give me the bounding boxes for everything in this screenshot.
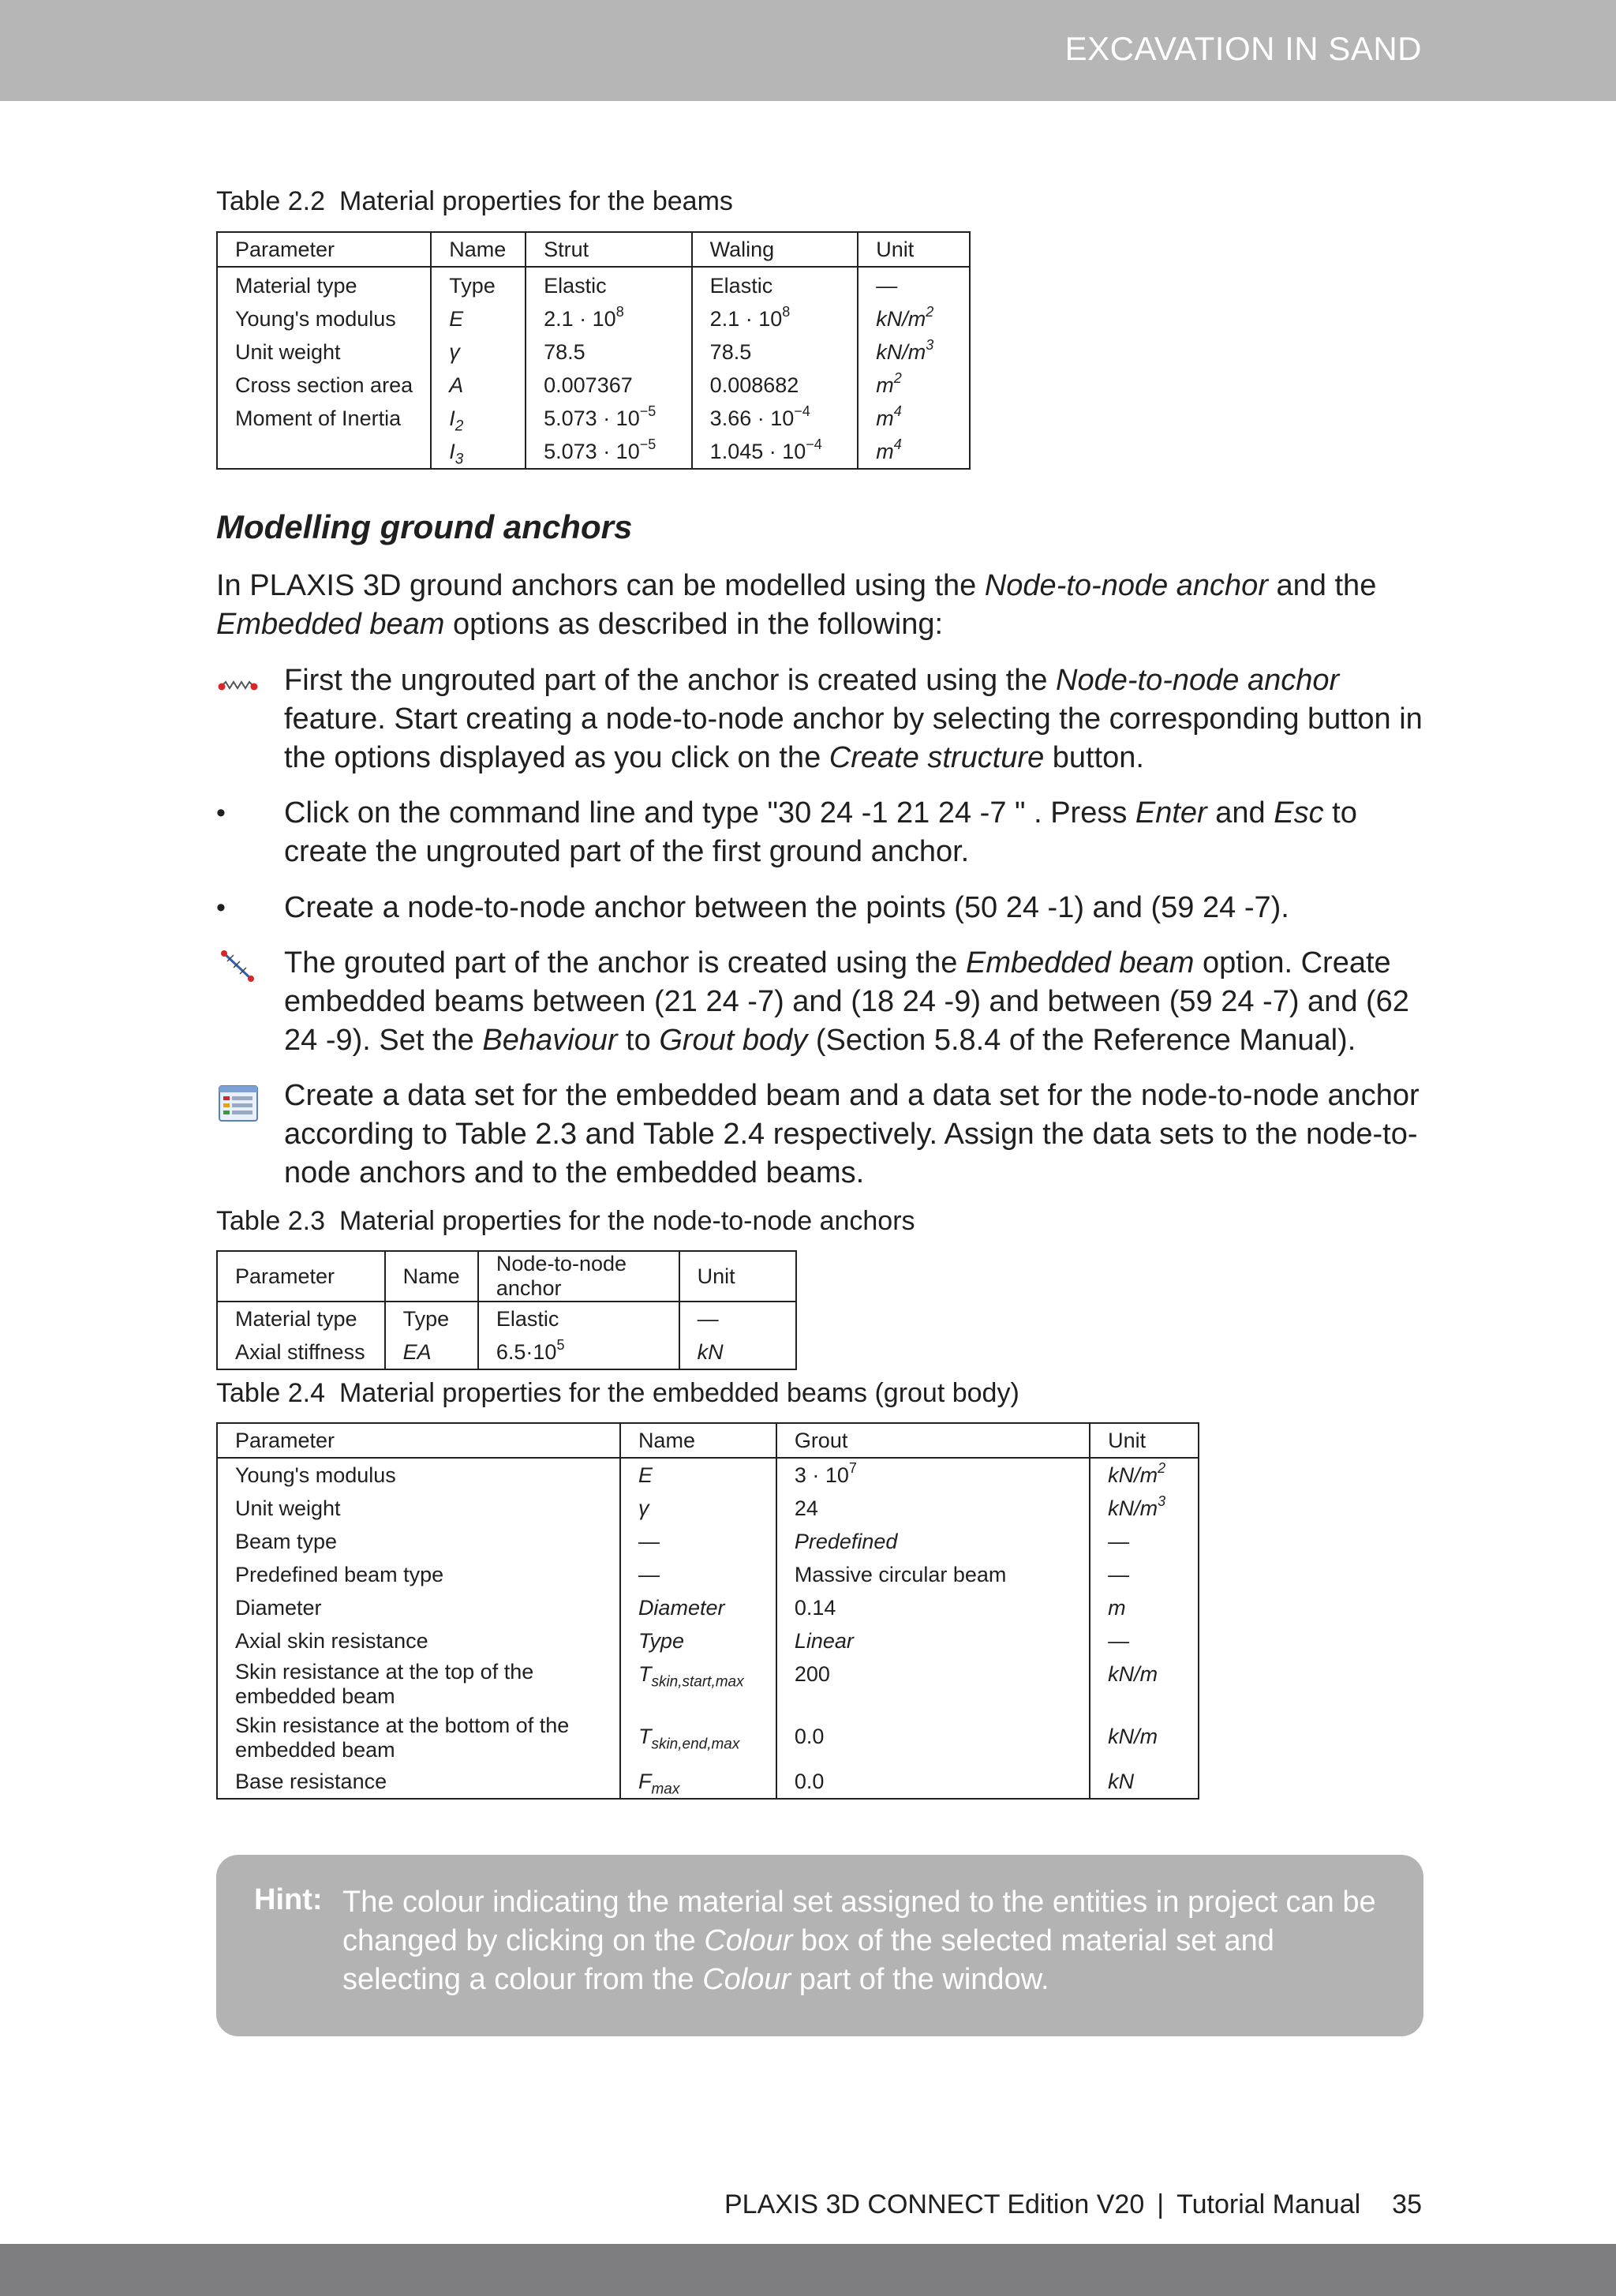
column-header: Node-to-node anchor bbox=[478, 1251, 679, 1302]
name-cell: $F_{max}$ bbox=[620, 1765, 776, 1799]
parameter-cell: Base resistance bbox=[217, 1765, 620, 1799]
value-cell: $3 \cdot 10^7$ bbox=[776, 1458, 1090, 1492]
table-header-row bbox=[217, 1251, 796, 1302]
value-cell: 0.14 bbox=[776, 1591, 1090, 1624]
value-cell: Linear bbox=[776, 1624, 1090, 1657]
value-cell: Elastic bbox=[478, 1302, 679, 1335]
table-2-2-caption bbox=[216, 186, 733, 217]
unit-cell: — bbox=[858, 267, 970, 302]
hint-text: The colour indicating the material set assigned to the entities in project can be changed by clicking on the Colour box of the selected material set and selecting a colour from the Colour part of the window. bbox=[342, 1886, 1376, 1996]
node-to-node-anchor-icon bbox=[216, 663, 260, 707]
column-header: Parameter bbox=[217, 232, 431, 267]
hint-box bbox=[216, 1855, 1423, 2036]
parameter-cell: Young's modulus bbox=[217, 302, 431, 335]
parameter-cell: Predefined beam type bbox=[217, 1558, 620, 1591]
table-number: Table 2.2 bbox=[216, 186, 325, 216]
name-cell: Diameter bbox=[620, 1591, 776, 1624]
name-cell: $T_{skin,end,max}$ bbox=[620, 1711, 776, 1765]
unit-cell: kN bbox=[1090, 1765, 1199, 1799]
name-cell: γ bbox=[620, 1492, 776, 1525]
parameter-cell: Unit weight bbox=[217, 335, 431, 369]
table-row bbox=[217, 1624, 1199, 1657]
strut-cell: Elastic bbox=[526, 267, 692, 302]
caption-text: Material properties for the embedded beams (grout body) bbox=[339, 1378, 1019, 1408]
parameter-cell: Axial skin resistance bbox=[217, 1624, 620, 1657]
unit-cell: m bbox=[1090, 1591, 1199, 1624]
unit-cell: $kN/m^2$ bbox=[858, 302, 970, 335]
table-row bbox=[217, 335, 970, 369]
waling-cell: $1.045 \cdot 10^{-4}$ bbox=[692, 435, 858, 469]
column-header: Waling bbox=[692, 232, 858, 267]
column-header: Unit bbox=[679, 1251, 796, 1302]
table-row bbox=[217, 369, 970, 402]
unit-cell: kN/m bbox=[1090, 1657, 1199, 1711]
unit-cell: $m^4$ bbox=[858, 402, 970, 435]
table-header-row bbox=[217, 1423, 1199, 1458]
caption-text: Material properties for the beams bbox=[339, 186, 733, 216]
table-header-row bbox=[217, 232, 970, 267]
parameter-cell: Skin resistance at the bottom of the embedded beam bbox=[217, 1711, 620, 1765]
parameter-cell: Cross section area bbox=[217, 369, 431, 402]
table-row bbox=[217, 267, 970, 302]
parameter-cell: Material type bbox=[217, 1302, 385, 1335]
name-cell: $I_3$ bbox=[431, 435, 526, 469]
anchor-properties-table bbox=[216, 1250, 797, 1370]
table-row bbox=[217, 1711, 1199, 1765]
strut-cell: $2.1 \cdot 10^8$ bbox=[526, 302, 692, 335]
chapter-title: EXCAVATION IN SAND bbox=[1064, 30, 1422, 67]
column-header: Name bbox=[431, 232, 526, 267]
table-2-4-caption bbox=[216, 1378, 1019, 1409]
unit-cell: kN bbox=[679, 1335, 796, 1369]
bullet: • bbox=[216, 798, 226, 828]
parameter-cell: Skin resistance at the top of the embedded beam bbox=[217, 1657, 620, 1711]
column-header: Unit bbox=[858, 232, 970, 267]
unit-cell: — bbox=[1090, 1525, 1199, 1558]
embedded-beam-icon bbox=[216, 944, 260, 988]
column-header: Name bbox=[620, 1423, 776, 1458]
strut-cell: $5.073 \cdot 10^{-5}$ bbox=[526, 402, 692, 435]
waling-cell: 0.008682 bbox=[692, 369, 858, 402]
column-header: Strut bbox=[526, 232, 692, 267]
name-cell: EA bbox=[385, 1335, 478, 1369]
table-row bbox=[217, 1335, 796, 1369]
value-cell: 24 bbox=[776, 1492, 1090, 1525]
value-cell: $6.5\cdot 10^5$ bbox=[478, 1335, 679, 1369]
value-cell: Predefined bbox=[776, 1525, 1090, 1558]
waling-cell: $2.1 \cdot 10^8$ bbox=[692, 302, 858, 335]
table-2-3-caption bbox=[216, 1206, 915, 1237]
unit-cell: $kN/m^2$ bbox=[1090, 1458, 1199, 1492]
table-row bbox=[217, 1558, 1199, 1591]
parameter-cell: Material type bbox=[217, 267, 431, 302]
parameter-cell: Axial stiffness bbox=[217, 1335, 385, 1369]
name-cell: Type bbox=[620, 1624, 776, 1657]
parameter-cell: Young's modulus bbox=[217, 1458, 620, 1492]
name-cell: E bbox=[620, 1458, 776, 1492]
table-row bbox=[217, 1765, 1199, 1799]
caption-text: Material properties for the node-to-node anchors bbox=[339, 1206, 915, 1236]
page-footer bbox=[724, 2189, 1422, 2220]
value-cell: 0.0 bbox=[776, 1711, 1090, 1765]
table-row bbox=[217, 1492, 1199, 1525]
strut-cell: 78.5 bbox=[526, 335, 692, 369]
beams-properties-table bbox=[216, 231, 971, 470]
column-header: Parameter bbox=[217, 1251, 385, 1302]
material-sets-icon bbox=[216, 1081, 260, 1126]
name-cell: E bbox=[431, 302, 526, 335]
list-item: • Create a node-to-node anchor between the points (50 24 -1) and (59 24 -7). bbox=[284, 889, 1425, 927]
footer-band bbox=[0, 2244, 1616, 2296]
footer-manual: Tutorial Manual bbox=[1176, 2189, 1361, 2219]
waling-cell: $3.66 \cdot 10^{-4}$ bbox=[692, 402, 858, 435]
list-item: • Click on the command line and type "30 24 -1 21 24 -7 " . Press Enter and Esc to create the ungrouted part of the first ground anchor. bbox=[284, 794, 1425, 871]
parameter-cell bbox=[217, 435, 431, 469]
table-row bbox=[217, 1302, 796, 1335]
name-cell: $I_2$ bbox=[431, 402, 526, 435]
table-row bbox=[217, 1657, 1199, 1711]
unit-cell: $kN/m^3$ bbox=[1090, 1492, 1199, 1525]
table-number: Table 2.3 bbox=[216, 1206, 325, 1236]
parameter-cell: Diameter bbox=[217, 1591, 620, 1624]
unit-cell: kN/m bbox=[1090, 1711, 1199, 1765]
footer-separator: | bbox=[1157, 2189, 1165, 2219]
section-title: Modelling ground anchors bbox=[216, 508, 633, 545]
unit-cell: — bbox=[1090, 1624, 1199, 1657]
table-row bbox=[217, 302, 970, 335]
value-cell: 0.0 bbox=[776, 1765, 1090, 1799]
unit-cell: — bbox=[679, 1302, 796, 1335]
value-cell: Massive circular beam bbox=[776, 1558, 1090, 1591]
name-cell: Type bbox=[431, 267, 526, 302]
bullet: • bbox=[216, 893, 226, 923]
grout-properties-table bbox=[216, 1422, 1199, 1800]
name-cell: Type bbox=[385, 1302, 478, 1335]
name-cell: A bbox=[431, 369, 526, 402]
list-item: First the ungrouted part of the anchor is created using the Node-to-node anchor feature. Start creating a node-to-node anchor by selecting the corresponding button in the options displayed as you click on the Create structure button. bbox=[284, 661, 1425, 777]
waling-cell: 78.5 bbox=[692, 335, 858, 369]
parameter-cell: Moment of Inertia bbox=[217, 402, 431, 435]
value-cell: 200 bbox=[776, 1657, 1090, 1711]
strut-cell: 0.007367 bbox=[526, 369, 692, 402]
table-number: Table 2.4 bbox=[216, 1378, 325, 1408]
column-header: Parameter bbox=[217, 1423, 620, 1458]
column-header: Unit bbox=[1090, 1423, 1199, 1458]
name-cell: — bbox=[620, 1525, 776, 1558]
column-header: Grout bbox=[776, 1423, 1090, 1458]
page-number: 35 bbox=[1392, 2189, 1422, 2219]
table-row bbox=[217, 402, 970, 435]
intro-paragraph: In PLAXIS 3D ground anchors can be modelled using the Node-to-node anchor and the Embedded beam options as described in the following: bbox=[216, 569, 1377, 641]
name-cell: γ bbox=[431, 335, 526, 369]
unit-cell: — bbox=[1090, 1558, 1199, 1591]
table-row bbox=[217, 1458, 1199, 1492]
list-item: Create a data set for the embedded beam and a data set for the node-to-node anchor according to Table 2.3 and Table 2.4 respectively. Assign the data sets to the node-to-node anchors and to the embedded beams. bbox=[284, 1077, 1425, 1193]
footer-product: PLAXIS 3D CONNECT Edition V20 bbox=[724, 2189, 1145, 2219]
list-item: The grouted part of the anchor is created using the Embedded beam option. Create embedded beams between (21 24 -7) and (18 24 -9) and between (59 24 -7) and (62 24 -9). Set the Behaviour to Grout body (Section 5.8.4 of the Reference Manual). bbox=[284, 944, 1425, 1060]
strut-cell: $5.073 \cdot 10^{-5}$ bbox=[526, 435, 692, 469]
unit-cell: $kN/m^3$ bbox=[858, 335, 970, 369]
name-cell: $T_{skin,start,max}$ bbox=[620, 1657, 776, 1711]
waling-cell: Elastic bbox=[692, 267, 858, 302]
parameter-cell: Unit weight bbox=[217, 1492, 620, 1525]
table-row bbox=[217, 1591, 1199, 1624]
parameter-cell: Beam type bbox=[217, 1525, 620, 1558]
unit-cell: $m^4$ bbox=[858, 435, 970, 469]
column-header: Name bbox=[385, 1251, 478, 1302]
unit-cell: $m^2$ bbox=[858, 369, 970, 402]
hint-label: Hint: bbox=[254, 1883, 323, 1916]
table-row bbox=[217, 1525, 1199, 1558]
name-cell: — bbox=[620, 1558, 776, 1591]
table-row bbox=[217, 435, 970, 469]
